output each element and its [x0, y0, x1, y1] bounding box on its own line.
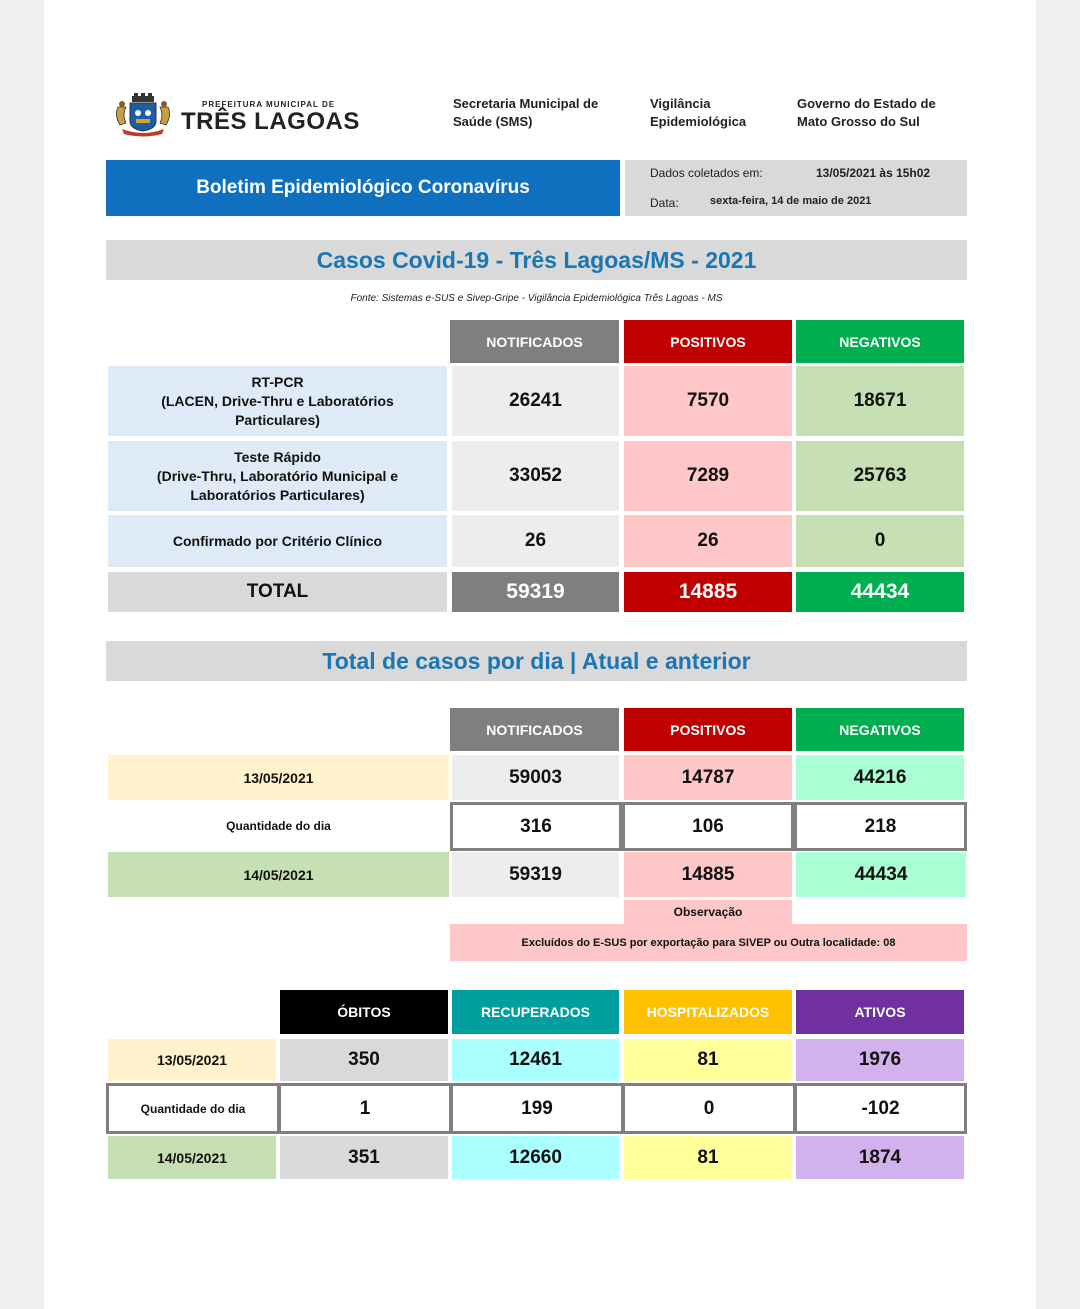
- rt-pcr-positivos: 7570: [624, 366, 792, 436]
- daily-prev-date: 13/05/2021: [108, 755, 449, 800]
- total-label: TOTAL: [108, 572, 447, 612]
- rt-pcr-negativos: 18671: [796, 366, 964, 436]
- rt-pcr-notificados: 26241: [452, 366, 619, 436]
- logo-subtitle: PREFEITURA MUNICIPAL DE: [202, 100, 336, 109]
- criterio-clinico-positivos: 26: [624, 515, 792, 567]
- status-curr-hospitalizados: 81: [624, 1136, 792, 1179]
- data-source: Fonte: Sistemas e-SUS e Sivep-Gripe - Vigilância Epidemiológica Três Lagoas - MS: [350, 292, 723, 304]
- row-label-rt-pcr: RT-PCR (LACEN, Drive-Thru e Laboratórios Particulares): [108, 366, 447, 436]
- daily-curr-notificados: 59319: [452, 852, 619, 897]
- total-negativos: 44434: [796, 572, 964, 612]
- status-prev-ativos: 1976: [796, 1039, 964, 1081]
- date-label: Data:: [650, 196, 679, 210]
- teste-rapido-negativos: 25763: [796, 441, 964, 511]
- teste-rapido-notificados: 33052: [452, 441, 619, 511]
- daily-curr-date: 14/05/2021: [108, 852, 449, 897]
- criterio-clinico-notificados: 26: [452, 515, 619, 567]
- bulletin-banner: Boletim Epidemiológico Coronavírus: [106, 160, 620, 216]
- status-curr-ativos: 1874: [796, 1136, 964, 1179]
- collected-label: Dados coletados em:: [650, 166, 763, 180]
- daily-diff-negativos: 218: [794, 802, 967, 851]
- teste-rapido-positivos: 7289: [624, 441, 792, 511]
- header-negativos: NEGATIVOS: [796, 320, 964, 363]
- status-diff-obitos: 1: [278, 1083, 452, 1134]
- org-state-government: Governo do Estado de Mato Grosso do Sul: [797, 96, 936, 129]
- header-recuperados: RECUPERADOS: [452, 990, 619, 1034]
- observation-text: Excluídos do E-SUS por exportação para SIVEP ou Outra localidade: 08: [450, 924, 967, 961]
- daily-diff-label: Quantidade do dia: [226, 819, 331, 833]
- total-positivos: 14885: [624, 572, 792, 612]
- daily-header-negativos: NEGATIVOS: [796, 708, 964, 751]
- date-value: sexta-feira, 14 de maio de 2021: [710, 195, 872, 207]
- coat-of-arms-icon: [108, 93, 178, 137]
- daily-header-notificados: NOTIFICADOS: [450, 708, 619, 751]
- status-curr-recuperados: 12660: [452, 1136, 619, 1179]
- status-diff-ativos: -102: [794, 1083, 967, 1134]
- total-notificados: 59319: [452, 572, 619, 612]
- section2-title: Total de casos por dia | Atual e anterior: [106, 641, 967, 681]
- status-prev-hospitalizados: 81: [624, 1039, 792, 1081]
- bulletin-page: [44, 0, 1036, 1309]
- status-curr-date: 14/05/2021: [108, 1136, 276, 1179]
- section1-title: Casos Covid-19 - Três Lagoas/MS - 2021: [106, 240, 967, 280]
- status-diff-label: Quantidade do dia: [106, 1083, 280, 1134]
- status-prev-obitos: 350: [280, 1039, 448, 1081]
- row-label-criterio-clinico: Confirmado por Critério Clínico: [108, 515, 447, 567]
- status-diff-hospitalizados: 0: [622, 1083, 796, 1134]
- status-prev-date: 13/05/2021: [108, 1039, 276, 1081]
- org-epidemiological-surveillance: Vigilância Epidemiológica: [650, 96, 747, 129]
- status-prev-recuperados: 12461: [452, 1039, 619, 1081]
- daily-curr-positivos: 14885: [624, 852, 792, 897]
- header-obitos: ÓBITOS: [280, 990, 448, 1034]
- daily-diff-notificados: 316: [450, 802, 622, 851]
- observation-label: Observação: [624, 900, 792, 924]
- daily-diff-positivos: 106: [622, 802, 794, 851]
- header-notificados: NOTIFICADOS: [450, 320, 619, 363]
- criterio-clinico-negativos: 0: [796, 515, 964, 567]
- collected-value: 13/05/2021 às 15h02: [816, 166, 931, 180]
- daily-header-positivos: POSITIVOS: [624, 708, 792, 751]
- status-diff-recuperados: 199: [450, 1083, 624, 1134]
- daily-prev-positivos: 14787: [624, 755, 792, 800]
- row-label-teste-rapido: Teste Rápido (Drive-Thru, Laboratório Municipal e Laboratórios Particulares): [108, 441, 447, 511]
- daily-curr-negativos: 44434: [796, 852, 966, 897]
- daily-prev-negativos: 44216: [796, 755, 964, 800]
- daily-prev-notificados: 59003: [452, 755, 619, 800]
- logo-title: TRÊS LAGOAS: [181, 108, 360, 135]
- header-hospitalizados: HOSPITALIZADOS: [624, 990, 792, 1034]
- header-positivos: POSITIVOS: [624, 320, 792, 363]
- status-curr-obitos: 351: [280, 1136, 448, 1179]
- org-health-secretariat: Secretaria Municipal de Saúde (SMS): [453, 96, 599, 129]
- header-ativos: ATIVOS: [796, 990, 964, 1034]
